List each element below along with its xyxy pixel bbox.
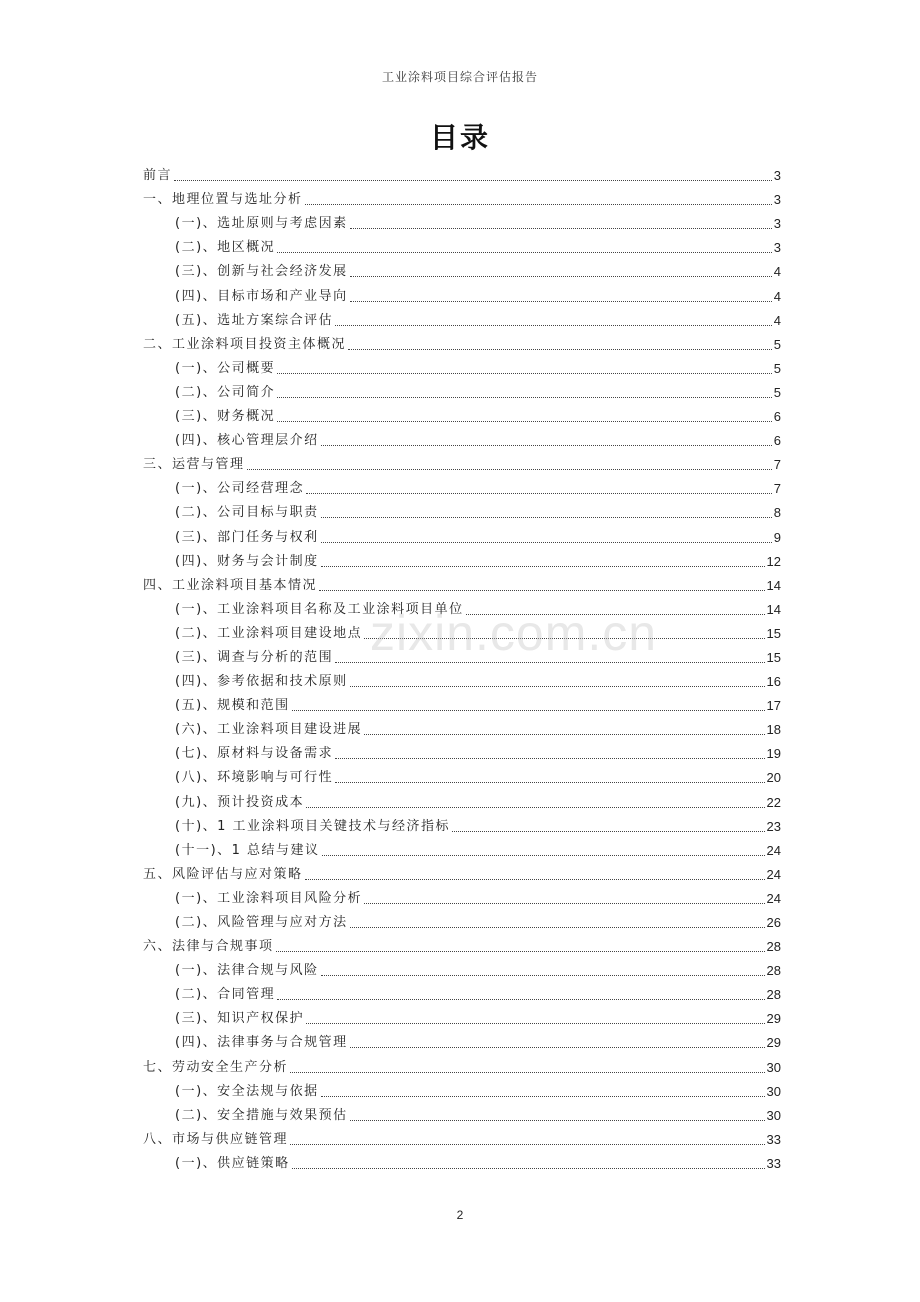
- toc-entry-label[interactable]: 三、运营与管理: [143, 457, 245, 473]
- toc-entry-label[interactable]: (一)、工业涂料项目风险分析: [175, 890, 363, 906]
- toc-dot-leader: [277, 373, 772, 374]
- toc-entry-label[interactable]: (六)、工业涂料项目建设进展: [175, 722, 363, 738]
- toc-entry-page-number[interactable]: 30: [766, 1107, 781, 1123]
- toc-dot-leader: [321, 445, 772, 446]
- toc-subsection-entry[interactable]: [143, 547, 781, 571]
- toc-subsection-entry[interactable]: [143, 498, 781, 522]
- toc-dot-leader: [247, 469, 772, 470]
- toc-subsection-entry[interactable]: [143, 667, 781, 691]
- toc-dot-leader: [306, 1023, 764, 1024]
- toc-entry-label[interactable]: 前言: [143, 168, 173, 184]
- toc-subsection-entry[interactable]: [143, 233, 781, 257]
- toc-entry-page-number[interactable]: 3: [773, 216, 781, 232]
- toc-subsection-entry[interactable]: [143, 1077, 781, 1101]
- toc-dot-leader: [292, 1168, 765, 1169]
- toc-dot-leader: [335, 758, 764, 759]
- toc-section-entry[interactable]: [143, 185, 781, 209]
- toc-subsection-entry[interactable]: [143, 619, 781, 643]
- toc-dot-leader: [277, 252, 772, 253]
- toc-entry-page-number[interactable]: 3: [773, 168, 781, 184]
- running-header: 工业涂料项目综合评估报告: [381, 70, 538, 84]
- toc-entry-label[interactable]: 五、风险评估与应对策略: [143, 866, 303, 882]
- toc-subsection-entry[interactable]: [143, 378, 781, 402]
- toc-entry-page-number[interactable]: 28: [766, 963, 781, 979]
- toc-dot-leader: [350, 1120, 765, 1121]
- toc-entry-page-number[interactable]: 6: [773, 433, 781, 449]
- toc-dot-leader: [364, 903, 764, 904]
- toc-entry-label[interactable]: (一)、法律合规与风险: [175, 963, 319, 979]
- toc-subsection-entry[interactable]: [143, 643, 781, 667]
- toc-entry-label[interactable]: (二)、公司目标与职责: [175, 505, 319, 521]
- toc-dot-leader: [452, 831, 764, 832]
- toc-entry-label[interactable]: (九)、预计投资成本: [175, 794, 305, 810]
- toc-dot-leader: [292, 710, 765, 711]
- toc-dot-leader: [290, 1144, 765, 1145]
- toc-subsection-entry[interactable]: [143, 595, 781, 619]
- toc-entry-page-number[interactable]: 19: [766, 746, 781, 762]
- toc-dot-leader: [335, 782, 764, 783]
- toc-entry-label[interactable]: (八)、环境影响与可行性: [175, 770, 334, 786]
- toc-entry-label[interactable]: 八、市场与供应链管理: [143, 1131, 289, 1147]
- toc-entry-label[interactable]: 二、工业涂料项目投资主体概况: [143, 336, 347, 352]
- toc-entry-label[interactable]: (一)、公司概要: [175, 360, 276, 376]
- toc-entry-page-number[interactable]: 33: [766, 1131, 781, 1147]
- toc-entry-page-number[interactable]: 28: [766, 987, 781, 1003]
- toc-subsection-entry[interactable]: [143, 1149, 781, 1173]
- toc-subsection-entry[interactable]: [143, 426, 781, 450]
- toc-entry-label[interactable]: (一)、公司经营理念: [175, 481, 305, 497]
- toc-entry-page-number[interactable]: 30: [766, 1059, 781, 1075]
- toc-subsection-entry[interactable]: [143, 354, 781, 378]
- toc-entry-label[interactable]: (二)、风险管理与应对方法: [175, 915, 348, 930]
- toc-dot-leader: [277, 421, 772, 422]
- toc-subsection-entry[interactable]: [143, 787, 781, 811]
- toc-section-entry[interactable]: [143, 450, 781, 474]
- toc-dot-leader: [350, 1047, 765, 1048]
- toc-entry-label[interactable]: (五)、选址方案综合评估: [175, 312, 334, 328]
- toc-dot-leader: [306, 493, 772, 494]
- toc-dot-leader: [364, 638, 764, 639]
- toc-entry-page-number[interactable]: 5: [773, 360, 781, 376]
- toc-entry-page-number[interactable]: 7: [773, 457, 781, 473]
- toc-entry-label[interactable]: (七)、原材料与设备需求: [175, 746, 334, 762]
- toc-entry-label[interactable]: (四)、目标市场和产业导向: [175, 288, 348, 304]
- toc-dot-leader: [350, 228, 772, 229]
- toc-subsection-entry[interactable]: [143, 812, 781, 836]
- toc-entry-page-number[interactable]: 30: [766, 1083, 781, 1099]
- toc-subsection-entry[interactable]: [143, 836, 781, 860]
- toc-entry-page-number[interactable]: 22: [766, 794, 781, 810]
- toc-entry-label[interactable]: (四)、法律事务与合规管理: [175, 1035, 348, 1051]
- toc-dot-leader: [305, 879, 765, 880]
- toc-entry-page-number[interactable]: 17: [766, 698, 781, 714]
- toc-entry-page-number[interactable]: 23: [766, 818, 781, 834]
- toc-entry-label[interactable]: (一)、选址原则与考虑因素: [175, 216, 348, 232]
- toc-dot-leader: [277, 999, 764, 1000]
- toc-section-entry[interactable]: [143, 161, 781, 185]
- toc-dot-leader: [321, 975, 765, 976]
- toc-dot-leader: [306, 807, 764, 808]
- table-of-contents: [143, 161, 781, 1173]
- toc-entry-page-number[interactable]: 6: [773, 409, 781, 425]
- toc-subsection-entry[interactable]: [143, 306, 781, 330]
- toc-entry-label[interactable]: (一)、供应链策略: [175, 1155, 290, 1171]
- toc-subsection-entry[interactable]: [143, 908, 781, 932]
- toc-entry-page-number[interactable]: 3: [773, 240, 781, 256]
- toc-dot-leader: [276, 951, 765, 952]
- toc-entry-page-number[interactable]: 24: [766, 890, 781, 906]
- toc-dot-leader: [319, 590, 765, 591]
- toc-entry-label[interactable]: (二)、地区概况: [175, 240, 276, 256]
- toc-entry-label[interactable]: (二)、公司简介: [175, 384, 276, 400]
- toc-entry-page-number[interactable]: 18: [766, 722, 781, 738]
- toc-entry-page-number[interactable]: 9: [773, 529, 781, 545]
- toc-entry-page-number[interactable]: 33: [766, 1155, 781, 1171]
- toc-section-entry[interactable]: [143, 860, 781, 884]
- toc-dot-leader: [174, 180, 772, 181]
- toc-subsection-entry[interactable]: [143, 257, 781, 281]
- toc-dot-leader: [305, 204, 772, 205]
- toc-entry-page-number[interactable]: 4: [773, 288, 781, 304]
- toc-subsection-entry[interactable]: [143, 980, 781, 1004]
- toc-subsection-entry[interactable]: [143, 884, 781, 908]
- toc-entry-label[interactable]: (四)、财务与会计制度: [175, 553, 319, 569]
- toc-dot-leader: [348, 349, 772, 350]
- page-number: 2: [456, 1208, 464, 1222]
- toc-entry-page-number[interactable]: 8: [773, 505, 781, 521]
- toc-entry-label[interactable]: (十一)、1 总结与建议: [175, 842, 320, 858]
- toc-subsection-entry[interactable]: [143, 691, 781, 715]
- toc-entry-page-number[interactable]: 20: [766, 770, 781, 786]
- toc-entry-page-number[interactable]: 26: [766, 915, 781, 930]
- toc-dot-leader: [290, 1072, 765, 1073]
- toc-entry-page-number[interactable]: 12: [766, 553, 781, 569]
- toc-entry-label[interactable]: (一)、安全法规与依据: [175, 1083, 319, 1099]
- toc-dot-leader: [321, 566, 765, 567]
- toc-dot-leader: [335, 662, 764, 663]
- toc-entry-label[interactable]: (十)、1 工业涂料项目关键技术与经济指标: [175, 818, 451, 834]
- toc-entry-label[interactable]: (二)、工业涂料项目建设地点: [175, 625, 363, 641]
- toc-entry-label[interactable]: (四)、核心管理层介绍: [175, 433, 319, 449]
- toc-dot-leader: [321, 517, 772, 518]
- toc-entry-label[interactable]: (三)、调查与分析的范围: [175, 649, 334, 665]
- toc-subsection-entry[interactable]: [143, 715, 781, 739]
- toc-entry-label[interactable]: (四)、参考依据和技术原则: [175, 674, 348, 690]
- toc-entry-page-number[interactable]: 29: [766, 1011, 781, 1027]
- toc-entry-page-number[interactable]: 14: [766, 577, 781, 593]
- toc-entry-page-number[interactable]: 5: [773, 384, 781, 400]
- toc-subsection-entry[interactable]: [143, 1004, 781, 1028]
- toc-subsection-entry[interactable]: [143, 402, 781, 426]
- toc-subsection-entry[interactable]: [143, 522, 781, 546]
- toc-subsection-entry[interactable]: [143, 739, 781, 763]
- toc-entry-label[interactable]: (三)、部门任务与权利: [175, 529, 319, 545]
- toc-entry-page-number[interactable]: 4: [773, 312, 781, 328]
- toc-entry-label[interactable]: (三)、创新与社会经济发展: [175, 264, 348, 280]
- toc-dot-leader: [350, 686, 765, 687]
- toc-entry-label[interactable]: 七、劳动安全生产分析: [143, 1059, 289, 1075]
- toc-entry-page-number[interactable]: 16: [766, 674, 781, 690]
- toc-dot-leader: [466, 614, 765, 615]
- toc-entry-page-number[interactable]: 15: [766, 625, 781, 641]
- toc-entry-page-number[interactable]: 28: [766, 939, 781, 955]
- toc-entry-label[interactable]: (二)、合同管理: [175, 987, 276, 1003]
- toc-subsection-entry[interactable]: [143, 209, 781, 233]
- toc-entry-page-number[interactable]: 15: [766, 649, 781, 665]
- toc-entry-page-number[interactable]: 24: [766, 842, 781, 858]
- toc-entry-label[interactable]: (三)、知识产权保护: [175, 1011, 305, 1027]
- toc-dot-leader: [350, 301, 772, 302]
- toc-dot-leader: [350, 927, 765, 928]
- toc-entry-label[interactable]: 一、地理位置与选址分析: [143, 192, 303, 208]
- toc-entry-page-number[interactable]: 7: [773, 481, 781, 497]
- toc-entry-label[interactable]: (二)、安全措施与效果预估: [175, 1107, 348, 1123]
- toc-section-entry[interactable]: [143, 1052, 781, 1076]
- toc-entry-page-number[interactable]: 3: [773, 192, 781, 208]
- toc-subsection-entry[interactable]: [143, 1101, 781, 1125]
- toc-entry-page-number[interactable]: 5: [773, 336, 781, 352]
- toc-dot-leader: [321, 542, 772, 543]
- toc-section-entry[interactable]: [143, 932, 781, 956]
- toc-entry-page-number[interactable]: 29: [766, 1035, 781, 1051]
- toc-dot-leader: [277, 397, 772, 398]
- toc-subsection-entry[interactable]: [143, 1028, 781, 1052]
- toc-entry-label[interactable]: (五)、规模和范围: [175, 698, 290, 714]
- toc-subsection-entry[interactable]: [143, 281, 781, 305]
- toc-entry-label[interactable]: 四、工业涂料项目基本情况: [143, 577, 318, 593]
- toc-subsection-entry[interactable]: [143, 763, 781, 787]
- toc-entry-label[interactable]: (三)、财务概况: [175, 409, 276, 425]
- toc-section-entry[interactable]: [143, 571, 781, 595]
- toc-entry-label[interactable]: 六、法律与合规事项: [143, 939, 274, 955]
- toc-dot-leader: [364, 734, 764, 735]
- toc-section-entry[interactable]: [143, 330, 781, 354]
- toc-dot-leader: [335, 325, 772, 326]
- toc-title: 目录: [429, 121, 490, 154]
- toc-dot-leader: [322, 855, 765, 856]
- toc-subsection-entry[interactable]: [143, 956, 781, 980]
- toc-entry-page-number[interactable]: 14: [766, 601, 781, 617]
- toc-dot-leader: [350, 276, 772, 277]
- toc-subsection-entry[interactable]: [143, 474, 781, 498]
- toc-entry-page-number[interactable]: 4: [773, 264, 781, 280]
- toc-entry-label[interactable]: (一)、工业涂料项目名称及工业涂料项目单位: [175, 601, 464, 617]
- toc-section-entry[interactable]: [143, 1125, 781, 1149]
- toc-entry-page-number[interactable]: 24: [766, 866, 781, 882]
- watermark: zixin.com.cn: [370, 605, 658, 661]
- toc-dot-leader: [321, 1096, 765, 1097]
